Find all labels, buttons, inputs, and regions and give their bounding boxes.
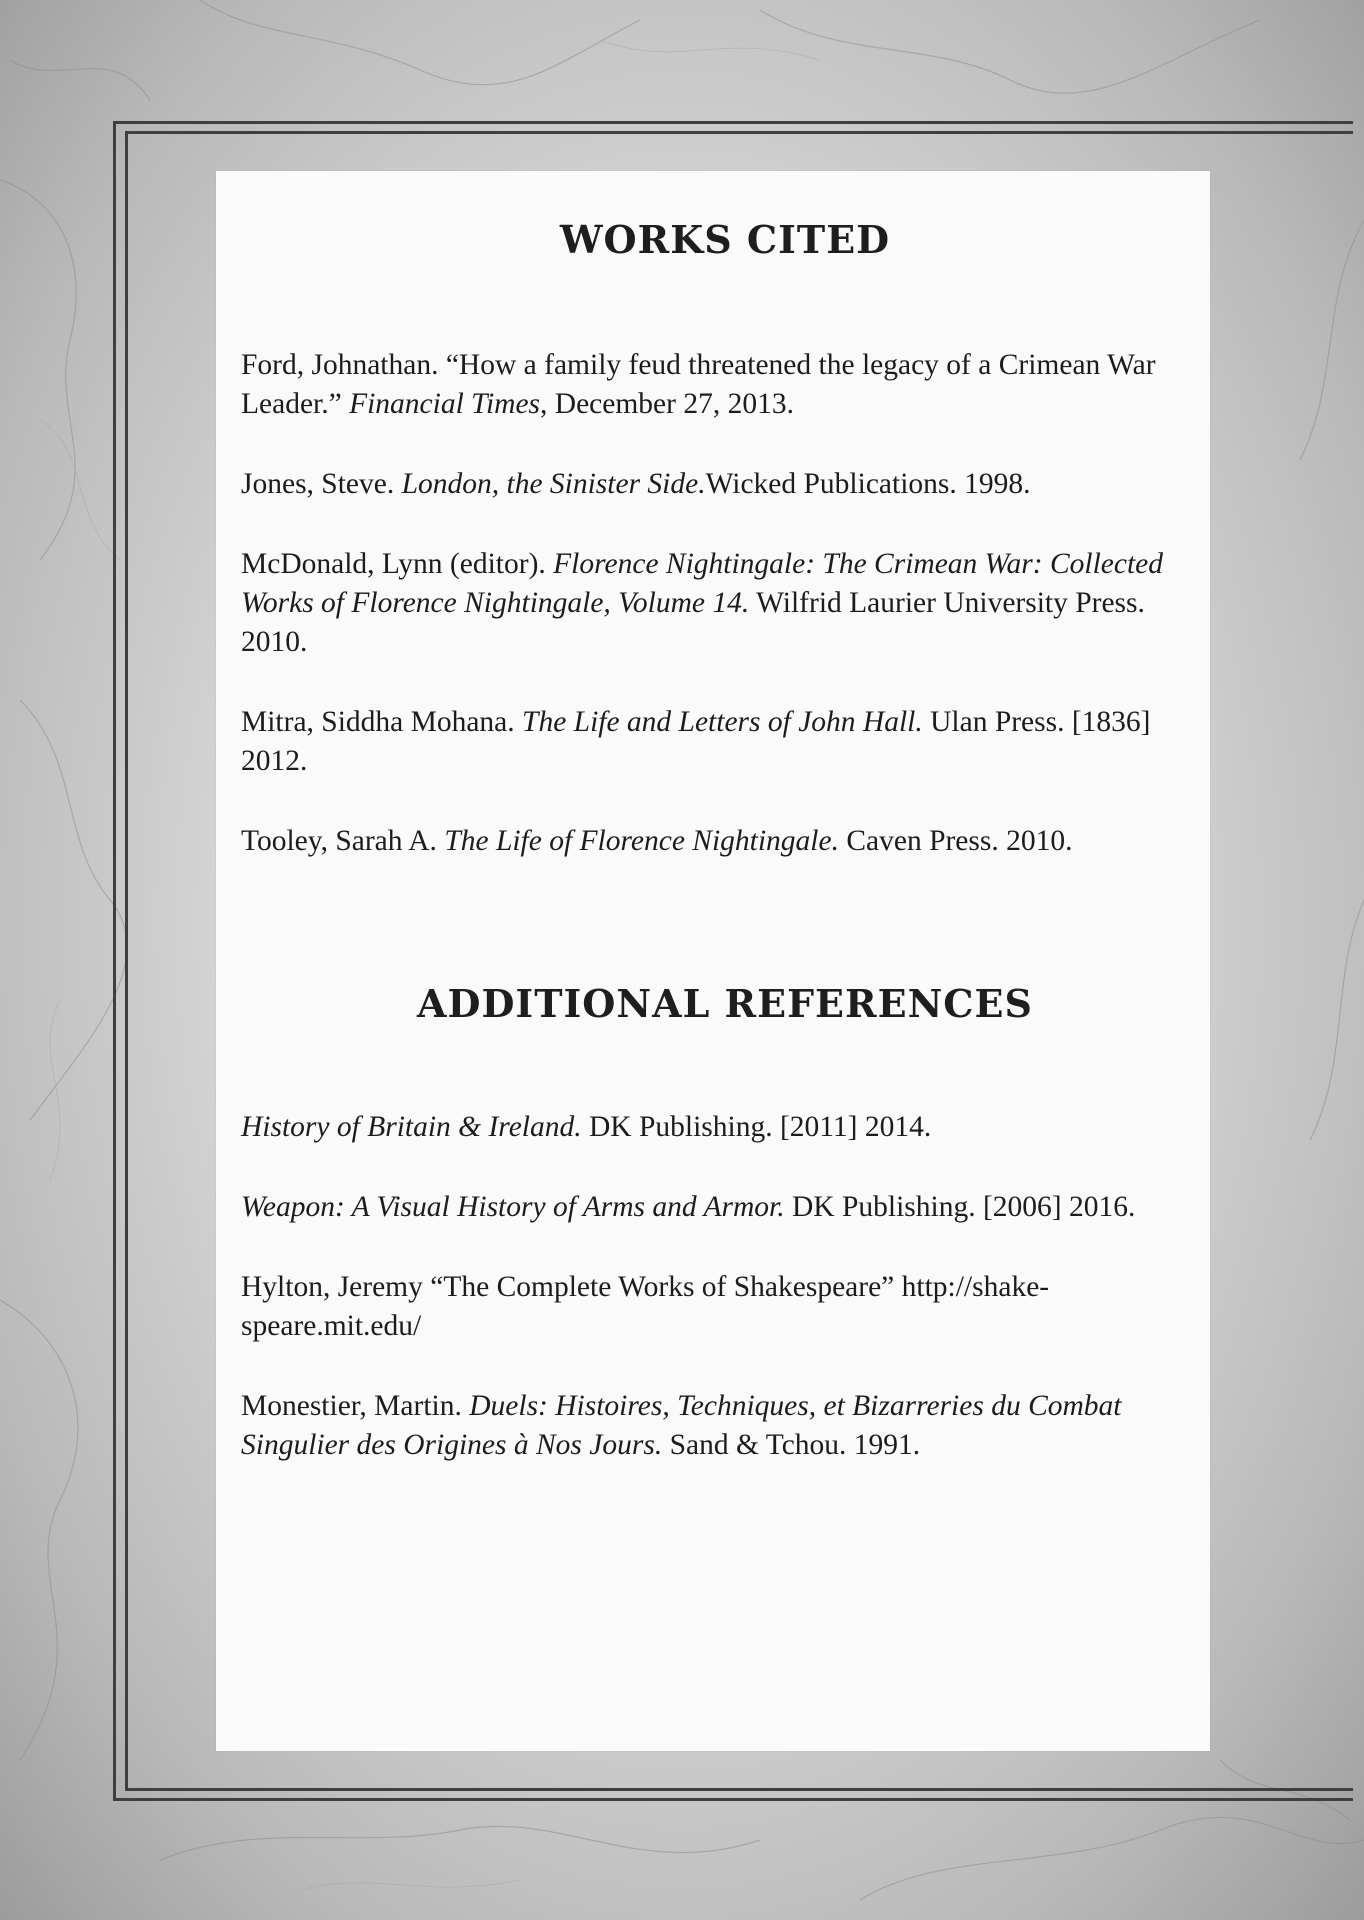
references-page: [216, 171, 1210, 1751]
citation-mitra: Mitra, Siddha Mohana. The Life and Letters of John Hall. Ulan Press. [1836] 2012.: [241, 706, 1151, 777]
reference-hylton: Hylton, Jeremy “The Complete Works of Shakespeare” http://shake-speare.mit.edu/: [241, 1271, 1050, 1342]
works-cited-heading: WORKS CITED: [559, 217, 891, 262]
reference-monestier: Monestier, Martin. Duels: Histoires, Techniques, et Bizarreries du Combat Singulier des Origines à Nos Jours. Sand & Tchou. 1991.: [241, 1390, 1122, 1461]
citation-ford: Ford, Johnathan. “How a family feud threatened the legacy of a Crimean War Leader.” Financial Times, December 27, 2013.: [241, 349, 1156, 420]
citation-jones: Jones, Steve. London, the Sinister Side.Wicked Publications. 1998.: [241, 468, 1031, 500]
additional-references-heading: ADDITIONAL REFERENCES: [417, 981, 1033, 1026]
reference-history-britain: History of Britain & Ireland. DK Publishing. [2011] 2014.: [241, 1111, 932, 1143]
reference-weapon: Weapon: A Visual History of Arms and Armor. DK Publishing. [2006] 2016.: [241, 1191, 1136, 1223]
additional-references-list: [241, 1108, 1186, 1506]
citation-mcdonald: McDonald, Lynn (editor). Florence Nightingale: The Crimean War: Collected Works of Florence Nightingale, Volume 14. Wilfrid Laurier University Press. 2010.: [241, 548, 1164, 658]
works-cited-list: [241, 346, 1186, 902]
citation-tooley: Tooley, Sarah A. The Life of Florence Nightingale. Caven Press. 2010.: [241, 825, 1073, 857]
